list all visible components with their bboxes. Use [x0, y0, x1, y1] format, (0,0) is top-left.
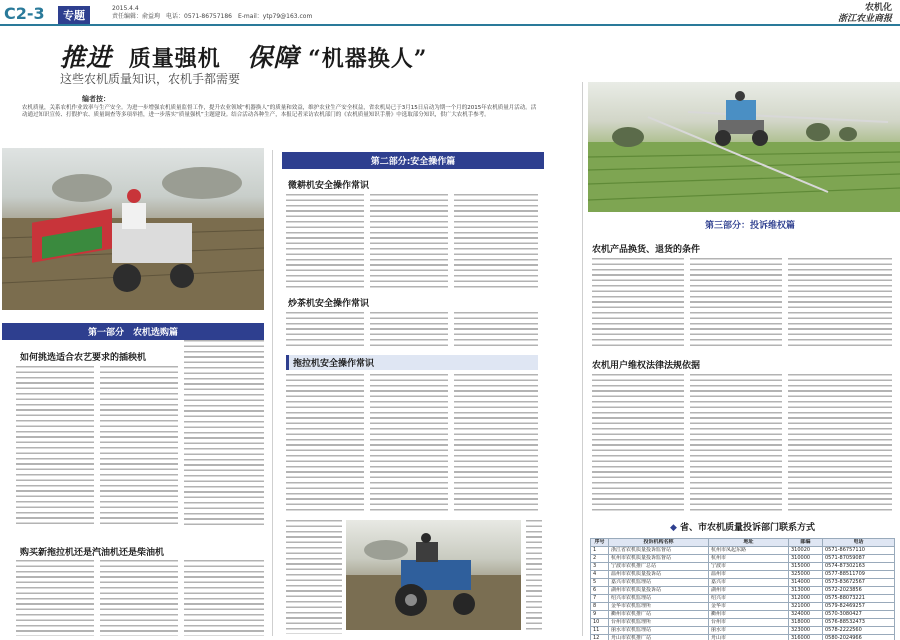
- table-cell: 衢州市农机推广站: [609, 611, 709, 619]
- article-body-tea-roaster-col1: [286, 312, 364, 350]
- table-row: [591, 603, 895, 611]
- table-cell: 丽水市农机监理站: [609, 627, 709, 635]
- table-cell: 0578-2222560: [823, 627, 895, 635]
- article-body-tractor-col5: [526, 520, 542, 630]
- contact-table: [590, 538, 895, 640]
- table-cell: 2: [591, 555, 609, 563]
- table-cell: 舟山市农机推广站: [609, 635, 709, 640]
- table-cell: 温州市: [709, 571, 789, 579]
- headline-part3: 保障: [247, 43, 300, 72]
- column-divider-right: [582, 82, 583, 636]
- table-cell: 323000: [789, 627, 823, 635]
- table-cell: 金华市农机监理所: [609, 603, 709, 611]
- table-row: [591, 563, 895, 571]
- editor-note-label: 编者按：: [82, 95, 110, 103]
- article-body-tea-roaster-col3: [454, 312, 538, 350]
- table-row: [591, 555, 895, 563]
- table-header-cell: 序号: [591, 539, 609, 547]
- article-title-micro-tiller: 微耕机安全操作常识: [288, 181, 370, 191]
- article-body-micro-tiller-col1: [286, 194, 364, 290]
- subheadline: 这些农机质量知识，农机手都需要: [60, 72, 241, 86]
- article-title-transplanter: 如何挑选适合农艺要求的插秧机: [20, 353, 147, 363]
- table-cell: 0576-88532473: [823, 619, 895, 627]
- article-body-exchange-col3: [788, 258, 892, 350]
- table-cell: 6: [591, 587, 609, 595]
- table-row: [591, 595, 895, 603]
- article-body-legal-col1: [592, 374, 684, 514]
- article-body-transplanter-col3: [184, 340, 264, 526]
- table-header-row: [591, 539, 895, 547]
- headline-part2: 质量强机: [128, 46, 221, 72]
- table-cell: 杭州市凤起东路: [709, 547, 789, 555]
- table-title-marker: ◆: [669, 523, 677, 533]
- article-body-engine-col2: [100, 560, 178, 636]
- article-body-transplanter-col2: [100, 366, 178, 526]
- article-body-transplanter-col1: [16, 366, 94, 526]
- table-cell: 0571-87059087: [823, 555, 895, 563]
- table-cell: 4: [591, 571, 609, 579]
- photo-sprayer-field: [588, 82, 900, 212]
- table-row: [591, 547, 895, 555]
- article-body-tractor-col1: [286, 374, 364, 514]
- table-cell: 丽水市: [709, 627, 789, 635]
- table-cell: 衢州市: [709, 611, 789, 619]
- table-cell: 1: [591, 547, 609, 555]
- table-header-cell: 电话: [823, 539, 895, 547]
- table-row: [591, 619, 895, 627]
- table-row: [591, 627, 895, 635]
- article-body-micro-tiller-col3: [454, 194, 538, 290]
- table-cell: 3: [591, 563, 609, 571]
- page-code: C2-3: [4, 4, 45, 23]
- table-cell: 绍兴市: [709, 595, 789, 603]
- masthead: [838, 3, 892, 25]
- table-title-text: 省、市农机质量投诉部门联系方式: [680, 523, 816, 533]
- photo-tractor: [346, 520, 521, 630]
- table-row: [591, 635, 895, 640]
- header-contact: 责任编辑：俞益珣 电话：0571-86757186 E-mail：ytp79@163.com: [112, 13, 313, 20]
- masthead-top: 农机化: [864, 3, 892, 13]
- table-cell: 310020: [789, 547, 823, 555]
- table-cell: 湖州市: [709, 587, 789, 595]
- table-cell: 318000: [789, 619, 823, 627]
- article-body-exchange-col2: [690, 258, 782, 350]
- article-title-tea-roaster: 炒茶机安全操作常识: [288, 299, 370, 309]
- table-cell: 315000: [789, 563, 823, 571]
- table-cell: 11: [591, 627, 609, 635]
- table-cell: 0570-3080427: [823, 611, 895, 619]
- table-header-cell: 邮编: [789, 539, 823, 547]
- table-cell: 宁波市农机推广总站: [609, 563, 709, 571]
- table-cell: 321000: [789, 603, 823, 611]
- table-cell: 12: [591, 635, 609, 640]
- table-cell: 嘉兴市农机监理站: [609, 579, 709, 587]
- section-banner-part3: 第三部分：投诉维权篇: [704, 221, 795, 231]
- table-row: [591, 587, 895, 595]
- header-date: 2015.4.4: [112, 5, 139, 12]
- table-cell: 台州市农机监理所: [609, 619, 709, 627]
- table-cell: 舟山市: [709, 635, 789, 640]
- table-cell: 325000: [789, 571, 823, 579]
- table-cell: 0580-2024966: [823, 635, 895, 640]
- table-header-cell: 投诉机构名称: [609, 539, 709, 547]
- article-body-tractor-col4: [286, 520, 342, 634]
- table-cell: 0577-88511709: [823, 571, 895, 579]
- table-cell: 浙江省农机质量投诉监督站: [609, 547, 709, 555]
- masthead-bottom: 浙江农业商报: [837, 14, 892, 24]
- table-cell: 313000: [789, 587, 823, 595]
- article-title-tractor: 拖拉机安全操作常识: [286, 355, 538, 370]
- contact-table-title: [590, 520, 895, 533]
- top-rule: [0, 24, 900, 26]
- table-cell: 8: [591, 603, 609, 611]
- table-cell: 绍兴市农机监理站: [609, 595, 709, 603]
- editor-note-text: 农机质量，关系农机作业效率与生产安全。为进一步增强农机质量监督工作，提升农业领域“机器换人”的质量和效益，维护农业生产安全权益，省农机局已于3月15日启动为期一个月的2015年农机质量月活动。活动通过知识宣传、打假护农、质量调查等多项举措，进一步落实“质量强机”主题建设。结合活动各种生产，本报记者采访农机部门的《农机质量知识手册》中选取部分知识，供广大农机手参考。: [22, 104, 537, 118]
- table-cell: 0571-86757110: [823, 547, 895, 555]
- table-cell: 温州市农机质量投诉站: [609, 571, 709, 579]
- article-body-legal-col2: [690, 374, 782, 514]
- section-tag: 专题: [58, 6, 90, 24]
- table-cell: 312000: [789, 595, 823, 603]
- table-row: [591, 611, 895, 619]
- article-body-tractor-col2: [370, 374, 448, 514]
- header-info: [112, 5, 312, 21]
- table-cell: 0579-82469257: [823, 603, 895, 611]
- table-row: [591, 571, 895, 579]
- table-cell: 324000: [789, 611, 823, 619]
- article-body-micro-tiller-col2: [370, 194, 448, 290]
- article-body-tractor-col3: [454, 374, 538, 514]
- table-row: [591, 579, 895, 587]
- headline: [60, 38, 427, 74]
- table-cell: 10: [591, 619, 609, 627]
- article-title-exchange-return: 农机产品换货、退货的条件: [592, 245, 701, 255]
- table-cell: 宁波市: [709, 563, 789, 571]
- headline-part1: 推进: [60, 43, 113, 72]
- section-banner-part1: 第一部分 农机选购篇: [2, 323, 264, 340]
- article-body-tea-roaster-col2: [370, 312, 448, 350]
- article-title-legal-basis: 农机用户维权法律法规依据: [592, 361, 701, 371]
- table-cell: 嘉兴市: [709, 579, 789, 587]
- table-cell: 湖州市农机质量投诉站: [609, 587, 709, 595]
- section-banner-part2: 第二部分:安全操作篇: [282, 152, 544, 169]
- table-cell: 0574-87302163: [823, 563, 895, 571]
- table-cell: 310000: [789, 555, 823, 563]
- table-cell: 0573-83672567: [823, 579, 895, 587]
- table-cell: 金华市: [709, 603, 789, 611]
- article-body-exchange-col1: [592, 258, 684, 350]
- article-body-engine-col1: [16, 560, 94, 636]
- editor-note: [22, 96, 537, 120]
- table-cell: 316000: [789, 635, 823, 640]
- photo-rice-transplanter: [2, 148, 264, 310]
- article-body-legal-col3: [788, 374, 892, 514]
- table-cell: 0572-2023856: [823, 587, 895, 595]
- table-cell: 314000: [789, 579, 823, 587]
- table-header-cell: 地址: [709, 539, 789, 547]
- table-cell: 杭州市农机质量投诉监督站: [609, 555, 709, 563]
- article-title-engine-choice: 购买新拖拉机还是汽油机还是柴油机: [20, 548, 165, 558]
- table-cell: 5: [591, 579, 609, 587]
- table-cell: 台州市: [709, 619, 789, 627]
- table-body: [591, 547, 895, 640]
- table-cell: 7: [591, 595, 609, 603]
- headline-part4: “机器换人”: [308, 46, 428, 72]
- column-divider-left: [272, 150, 273, 636]
- table-cell: 0575-88073221: [823, 595, 895, 603]
- table-cell: 杭州市: [709, 555, 789, 563]
- article-body-engine-col3: [184, 560, 264, 636]
- table-cell: 9: [591, 611, 609, 619]
